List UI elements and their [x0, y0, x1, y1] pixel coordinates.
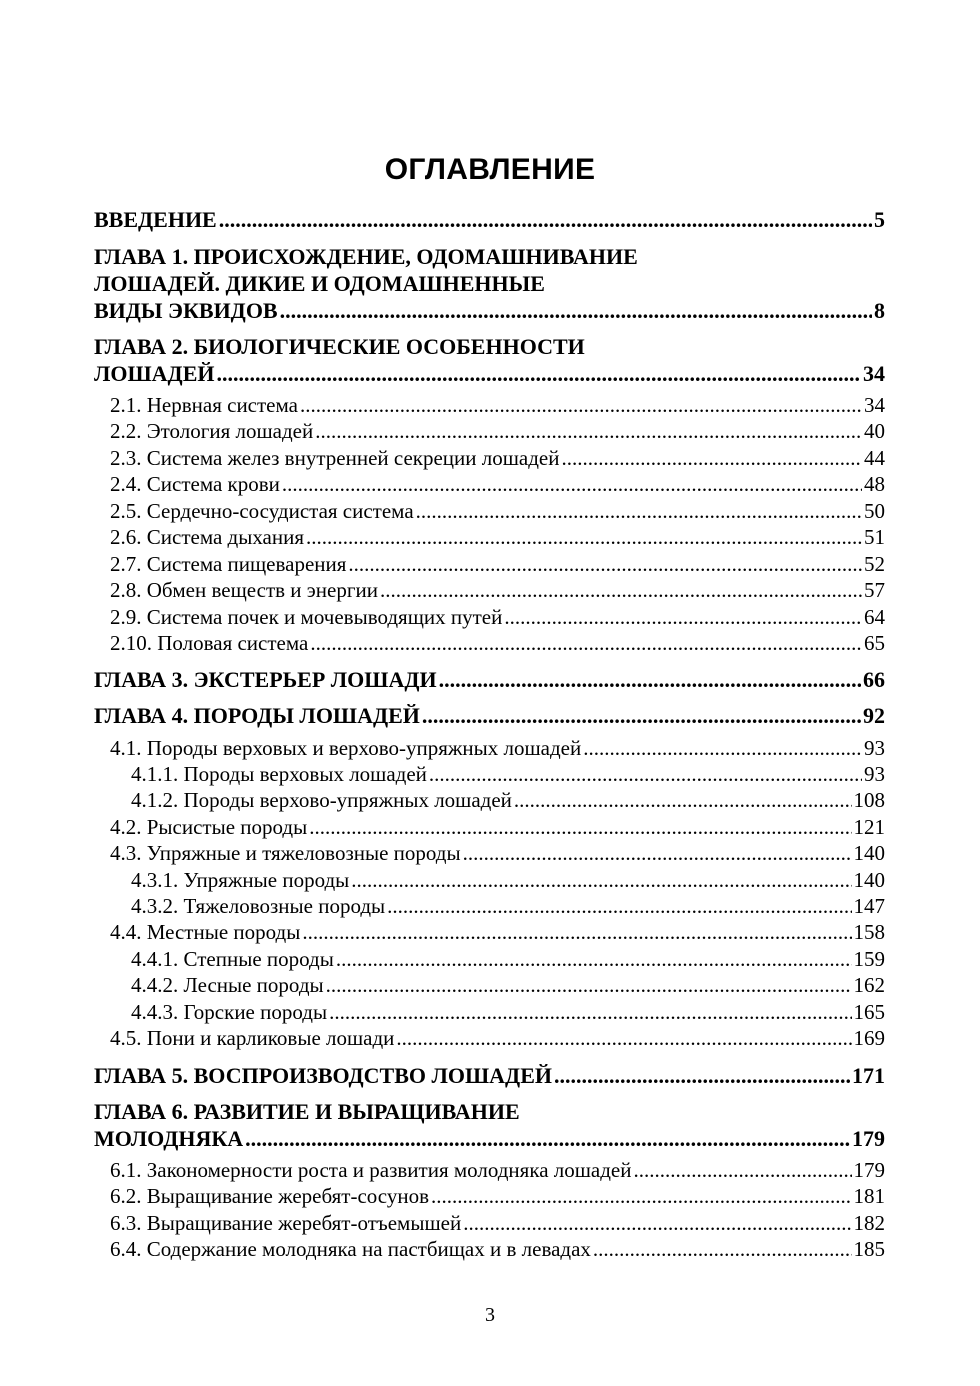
toc-entry-chapter-4 — [94, 701, 885, 731]
toc-entry-title: 4.3. Упряжные и тяжеловозные породы — [110, 841, 461, 865]
toc-entry-subsection — [131, 892, 885, 920]
toc-entry-page: 162 — [853, 973, 885, 997]
toc-entry-page: 179 — [853, 1158, 885, 1182]
toc-entry-page: 8 — [874, 298, 885, 323]
toc-entry-page: 50 — [864, 499, 885, 523]
toc-entry-title: 4.4. Местные породы — [110, 920, 301, 944]
dot-leader — [300, 391, 862, 419]
toc-entry-page: 182 — [853, 1211, 885, 1235]
toc-entry-subsection — [131, 945, 885, 973]
toc-entry-page: 51 — [864, 525, 885, 549]
dot-leader — [422, 701, 861, 731]
toc-entry-title: 4.1.1. Породы верховых лошадей — [131, 762, 427, 786]
toc-entry-title: 2.10. Половая система — [110, 631, 309, 655]
toc-entry-section — [110, 470, 885, 498]
dot-leader — [593, 1235, 852, 1263]
toc-entry-page: 140 — [853, 841, 885, 865]
toc-entry-page: 185 — [853, 1237, 885, 1261]
dot-leader — [326, 971, 852, 999]
toc-entry-chapter-5 — [94, 1061, 885, 1091]
toc-entry-section — [110, 1182, 885, 1210]
toc-entry-title: 4.4.3. Горские породы — [131, 1000, 328, 1024]
toc-entry-title: ГЛАВА 5. ВОСПРОИЗВОДСТВО ЛОШАДЕЙ — [94, 1063, 552, 1088]
dot-leader — [504, 603, 862, 631]
toc-entry-page: 5 — [874, 207, 885, 232]
toc-entry-title: ГЛАВА 3. ЭКСТЕРЬЕР ЛОШАДИ — [94, 667, 437, 692]
dot-leader — [306, 523, 862, 551]
toc-entry-section — [110, 813, 885, 841]
dot-leader — [336, 945, 852, 973]
toc-entry-title: 2.1. Нервная система — [110, 393, 298, 417]
toc-entry-section — [110, 734, 885, 762]
toc-entry-title: 4.1. Породы верховых и верхово-упряжных лошадей — [110, 736, 582, 760]
toc-entry-section — [110, 918, 885, 946]
toc-entry-page: 179 — [852, 1126, 885, 1151]
toc-entry-title: 2.5. Сердечно-сосудистая система — [110, 499, 414, 523]
toc-entry-page: 147 — [853, 894, 885, 918]
toc-entry-page: 93 — [864, 762, 885, 786]
toc-entry-title: 2.9. Система почек и мочевыводящих путей — [110, 605, 503, 629]
toc-entry-chapter-6 — [94, 1124, 885, 1154]
toc-entry-page: 65 — [864, 631, 885, 655]
dot-leader — [219, 205, 872, 235]
toc-entry-title: 4.3.1. Упряжные породы — [131, 868, 350, 892]
toc-entry-page: 66 — [863, 667, 885, 692]
toc-entry-title: 4.4.2. Лесные породы — [131, 973, 324, 997]
toc-entry-title: ВИДЫ ЭКВИДОВ — [94, 298, 278, 323]
chapter-2-title-line-1: ГЛАВА 2. БИОЛОГИЧЕСКИЕ ОСОБЕННОСТИ — [94, 334, 585, 359]
dot-leader — [463, 839, 852, 867]
toc-entry-title: 4.5. Пони и карликовые лошади — [110, 1026, 395, 1050]
toc-entry-subsection — [131, 971, 885, 999]
dot-leader — [315, 417, 862, 445]
dot-leader — [396, 1024, 851, 1052]
toc-entry-page: 169 — [853, 1026, 885, 1050]
toc-entry-page: 108 — [853, 788, 885, 812]
toc-entry-page: 140 — [853, 868, 885, 892]
toc-entry-section — [110, 417, 885, 445]
toc-entry-section — [110, 1024, 885, 1052]
toc-entry-subsection — [131, 760, 885, 788]
toc-entry-title: 4.1.2. Породы верхово-упряжных лошадей — [131, 788, 512, 812]
toc-entry-section — [110, 839, 885, 867]
toc-entry-section — [110, 1209, 885, 1237]
toc-entry-title: 2.8. Обмен веществ и энергии — [110, 578, 378, 602]
dot-leader — [380, 576, 862, 604]
dot-leader — [245, 1124, 850, 1154]
toc-entry-page: 158 — [853, 920, 885, 944]
toc-entry-chapter-2 — [94, 359, 885, 389]
toc-entry-page: 64 — [864, 605, 885, 629]
dot-leader — [514, 786, 852, 814]
toc-entry-page: 159 — [853, 947, 885, 971]
toc-entry-introduction — [94, 205, 885, 235]
dot-leader — [351, 866, 851, 894]
toc-entry-section — [110, 576, 885, 604]
toc-entry-title: 4.2. Рысистые породы — [110, 815, 308, 839]
toc-entry-title: 2.3. Система желез внутренней секреции лошадей — [110, 446, 560, 470]
toc-entry-section — [110, 603, 885, 631]
toc-entry-title: ВВЕДЕНИЕ — [94, 207, 217, 232]
chapter-1-title-line-1: ГЛАВА 1. ПРОИСХОЖДЕНИЕ, ОДОМАШНИВАНИЕ — [94, 244, 638, 269]
dot-leader — [310, 629, 862, 657]
dot-leader — [348, 550, 862, 578]
dot-leader — [309, 813, 851, 841]
dot-leader — [329, 998, 851, 1026]
toc-entry-section — [110, 550, 885, 578]
dot-leader — [416, 497, 862, 525]
toc-entry-subsection — [131, 866, 885, 894]
toc-entry-page: 93 — [864, 736, 885, 760]
dot-leader — [429, 760, 862, 788]
toc-entry-title: 6.3. Выращивание жеребят-отъемышей — [110, 1211, 462, 1235]
toc-entry-title: МОЛОДНЯКА — [94, 1126, 244, 1151]
toc-entry-section — [110, 1156, 885, 1184]
toc-entry-title: 2.4. Система крови — [110, 472, 280, 496]
toc-entry-page: 34 — [863, 361, 885, 386]
toc-entry-section — [110, 444, 885, 472]
dot-leader — [554, 1061, 850, 1091]
chapter-6-title-line-1: ГЛАВА 6. РАЗВИТИЕ И ВЫРАЩИВАНИЕ — [94, 1099, 520, 1124]
dot-leader — [583, 734, 862, 762]
toc-entry-section — [110, 1235, 885, 1263]
dot-leader — [302, 918, 851, 946]
dot-leader — [634, 1156, 852, 1184]
toc-entry-page: 44 — [864, 446, 885, 470]
toc-entry-subsection — [131, 998, 885, 1026]
toc-entry-section — [110, 391, 885, 419]
toc-entry-title: 2.6. Система дыхания — [110, 525, 305, 549]
toc-entry-page: 171 — [852, 1063, 885, 1088]
toc-entry-page: 52 — [864, 552, 885, 576]
chapter-1-title-line-2: ЛОШАДЕЙ. ДИКИЕ И ОДОМАШНЕННЫЕ — [94, 271, 545, 296]
toc-entry-title: 6.1. Закономерности роста и развития молодняка лошадей — [110, 1158, 632, 1182]
toc-entry-chapter-3 — [94, 665, 885, 695]
toc-entry-chapter-1 — [94, 296, 885, 326]
toc-entry-page: 181 — [853, 1184, 885, 1208]
toc-entry-page: 121 — [853, 815, 885, 839]
dot-leader — [561, 444, 862, 472]
dot-leader — [463, 1209, 851, 1237]
toc-entry-title: 4.4.1. Степные породы — [131, 947, 334, 971]
toc-entry-section — [110, 629, 885, 657]
toc-entry-page: 48 — [864, 472, 885, 496]
toc-entry-title: 2.7. Система пищеварения — [110, 552, 347, 576]
toc-entry-title: 6.2. Выращивание жеребят-сосунов — [110, 1184, 430, 1208]
dot-leader — [280, 296, 872, 326]
toc-entry-page: 34 — [864, 393, 885, 417]
toc-entry-page: 92 — [863, 703, 885, 728]
toc-entry-title: ЛОШАДЕЙ — [94, 361, 215, 386]
dot-leader — [387, 892, 851, 920]
toc-entry-subsection — [131, 786, 885, 814]
toc-entry-page: 40 — [864, 419, 885, 443]
toc-entry-title: 6.4. Содержание молодняка на пастбищах и в левадах — [110, 1237, 591, 1261]
dot-leader — [431, 1182, 851, 1210]
toc-entry-page: 165 — [853, 1000, 885, 1024]
page-number: 3 — [485, 1304, 495, 1326]
toc-entry-title: 2.2. Этология лошадей — [110, 419, 314, 443]
toc-entry-title: ГЛАВА 4. ПОРОДЫ ЛОШАДЕЙ — [94, 703, 420, 728]
toc-entry-section — [110, 497, 885, 525]
dot-leader — [282, 470, 862, 498]
toc-entry-section — [110, 523, 885, 551]
dot-leader — [216, 359, 861, 389]
toc-entry-page: 57 — [864, 578, 885, 602]
dot-leader — [439, 665, 861, 695]
page-title: ОГЛАВЛЕНИЕ — [384, 153, 596, 186]
toc-entry-title: 4.3.2. Тяжеловозные породы — [131, 894, 386, 918]
